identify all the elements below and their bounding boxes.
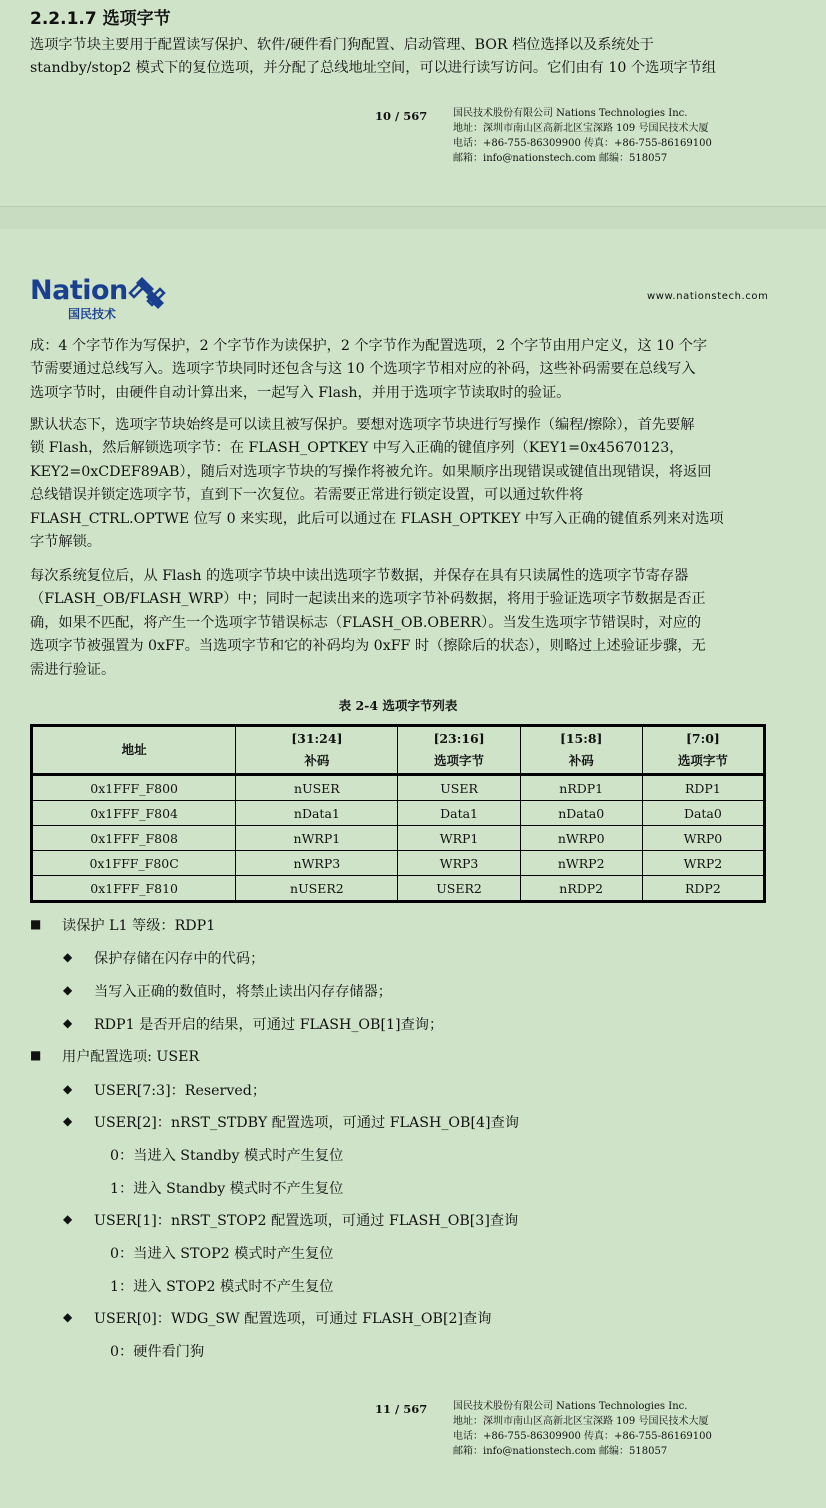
list-item: RDP1 是否开启的结果，可通过 FLASH_OB[1]查询； bbox=[94, 1017, 444, 1033]
text-line: standby/stop2 模式下的复位选项，并分配了总线地址空间，可以进行读写访问。它们由有 10 个选项字节组 bbox=[30, 60, 717, 77]
table-cell: nWRP3 bbox=[236, 851, 398, 876]
table-cell: Data0 bbox=[642, 801, 764, 826]
table-cell: 0x1FFF_F800 bbox=[32, 775, 236, 801]
table-row bbox=[32, 801, 765, 826]
square-bullet-icon: ■ bbox=[30, 1048, 42, 1062]
company-info bbox=[453, 1399, 712, 1459]
logo-text: Nation bbox=[30, 275, 128, 306]
table-cell: nUSER2 bbox=[236, 876, 398, 902]
list-item: 保护存储在闪存中的代码； bbox=[94, 951, 265, 967]
section-heading: 2.2.1.7 选项字节 bbox=[30, 9, 171, 29]
list-subitem: 0：当进入 Standby 模式时产生复位 bbox=[110, 1148, 344, 1164]
text-line: 字节解锁。 bbox=[30, 534, 101, 551]
table-cell: nData1 bbox=[236, 801, 398, 826]
page-footer bbox=[0, 106, 826, 176]
header-label: 补码 bbox=[568, 753, 594, 768]
intro-paragraph bbox=[30, 34, 766, 81]
table-caption: 表 2-4 选项字节列表 bbox=[338, 698, 458, 713]
diamond-bullet-icon: ◆ bbox=[63, 1016, 73, 1030]
page-10 bbox=[0, 0, 826, 206]
table-cell: Data1 bbox=[398, 801, 520, 826]
list-subitem: 1：进入 Standby 模式时不产生复位 bbox=[110, 1181, 344, 1197]
paragraph-2 bbox=[30, 414, 766, 554]
table-cell: 0x1FFF_F804 bbox=[32, 801, 236, 826]
table-cell: nRDP2 bbox=[520, 876, 642, 902]
nation-logo bbox=[30, 275, 170, 323]
text-line: 成：4 个字节作为写保护，2 个字节作为读保护，2 个字节作为配置选项，2 个字节由用户定义，这 10 个字 bbox=[30, 338, 708, 354]
text-line: 选项字节时，由硬件自动计算出来，一起写入 Flash，并用于选项字节读取时的验证。 bbox=[30, 384, 571, 401]
company-name: 国民技术股份有限公司 Nations Technologies Inc. bbox=[453, 108, 688, 119]
text-line: 确，如果不匹配，将产生一个选项字节错误标志（FLASH_OB.OBERR）。当发生选项字节错误时，对应的 bbox=[30, 614, 702, 631]
table-cell: 0x1FFF_F810 bbox=[32, 876, 236, 902]
table-cell: USER bbox=[398, 775, 520, 801]
list-item: USER[7:3]：Reserved； bbox=[94, 1083, 267, 1099]
text-line: 每次系统复位后，从 Flash 的选项字节块中读出选项字节数据，并保存在具有只读属性的选项字节寄存器 bbox=[30, 568, 689, 584]
table-cell: nData0 bbox=[520, 801, 642, 826]
table-row bbox=[32, 851, 765, 876]
table-cell: WRP0 bbox=[642, 826, 764, 851]
header-bits: [7:0] bbox=[685, 731, 720, 746]
logo-subtitle: 国民技术 bbox=[68, 307, 117, 321]
table-header-row bbox=[32, 726, 765, 775]
page-number: 10 / 567 bbox=[375, 109, 428, 123]
list-subitem: 0：硬件看门狗 bbox=[110, 1344, 205, 1360]
square-bullet-icon: ■ bbox=[30, 917, 42, 931]
list-item: USER[2]：nRST_STDBY 配置选项，可通过 FLASH_OB[4]查询 bbox=[94, 1115, 519, 1131]
table-cell: nWRP2 bbox=[520, 851, 642, 876]
table-cell: RDP2 bbox=[642, 876, 764, 902]
list-title-user: 用户配置选项: USER bbox=[62, 1049, 200, 1065]
page-footer bbox=[0, 1399, 826, 1469]
diamond-bullet-icon: ◆ bbox=[63, 983, 73, 997]
text-line: 默认状态下，选项字节块始终是可以读且被写保护。要想对选项字节块进行写操作（编程/擦除），首先要解 bbox=[30, 417, 695, 433]
text-line: 锁 Flash，然后解锁选项字节：在 FLASH_OPTKEY 中写入正确的键值序列（KEY1=0x45670123， bbox=[30, 440, 684, 457]
diamond-bullet-icon: ◆ bbox=[63, 1114, 73, 1128]
list-title-rdp: 读保护 L1 等级：RDP1 bbox=[62, 918, 216, 934]
company-info bbox=[453, 106, 712, 166]
header-address: 地址 bbox=[32, 726, 236, 775]
header-col bbox=[642, 726, 764, 775]
text-line: 选项字节被强置为 0xFF。当选项字节和它的补码均为 0xFF 时（擦除后的状态），则略过上述验证步骤，无 bbox=[30, 638, 706, 655]
table-cell: RDP1 bbox=[642, 775, 764, 801]
table-row bbox=[32, 826, 765, 851]
diamond-bullet-icon: ◆ bbox=[63, 1082, 73, 1096]
page-11 bbox=[0, 229, 826, 1508]
header-bits: [31:24] bbox=[291, 731, 343, 746]
text-line: 选项字节块主要用于配置读写保护、软件/硬件看门狗配置、启动管理、BOR 档位选择以及系统处于 bbox=[30, 37, 654, 53]
option-byte-table bbox=[30, 724, 766, 903]
header-bits: [23:16] bbox=[433, 731, 485, 746]
table-cell: USER2 bbox=[398, 876, 520, 902]
list-subitem: 0：当进入 STOP2 模式时产生复位 bbox=[110, 1246, 334, 1262]
text-line: FLASH_CTRL.OPTWE 位写 0 来实现，此后可以通过在 FLASH_OPTKEY 中写入正确的键值系列来对选项 bbox=[30, 510, 724, 527]
header-label: 选项字节 bbox=[434, 753, 485, 768]
diamond-bullet-icon: ◆ bbox=[63, 1310, 73, 1324]
paragraph-1 bbox=[30, 335, 766, 405]
text-line: KEY2=0xCDEF89AB），随后对选项字节块的写操作将被允许。如果顺序出现错误或键值出现错误，将返回 bbox=[30, 463, 712, 480]
list-item: 当写入正确的数值时，将禁止读出闪存存储器； bbox=[94, 984, 392, 1000]
page-gap bbox=[0, 206, 826, 230]
header-col bbox=[398, 726, 520, 775]
diamond-bullet-icon: ◆ bbox=[63, 1212, 73, 1226]
company-email: 邮箱：info@nationstech.com 邮编：518057 bbox=[453, 153, 668, 164]
table-row bbox=[32, 876, 765, 902]
nation-logo-icon bbox=[128, 275, 166, 311]
header-bits: [15:8] bbox=[559, 731, 603, 746]
table-cell: 0x1FFF_F80C bbox=[32, 851, 236, 876]
table-row bbox=[32, 775, 765, 801]
table-cell: 0x1FFF_F808 bbox=[32, 826, 236, 851]
text-line: （FLASH_OB/FLASH_WRP）中；同时一起读出来的选项字节补码数据，将用于验证选项字节数据是否正 bbox=[30, 591, 706, 608]
table-cell: WRP3 bbox=[398, 851, 520, 876]
header-col bbox=[236, 726, 398, 775]
list-item: USER[1]：nRST_STOP2 配置选项，可通过 FLASH_OB[3]查询 bbox=[94, 1213, 519, 1229]
text-line: 总线错误并锁定选项字节，直到下一次复位。若需要正常进行锁定设置，可以通过软件将 bbox=[30, 487, 584, 504]
header-label: 选项字节 bbox=[677, 753, 728, 768]
table-cell: WRP2 bbox=[642, 851, 764, 876]
company-email: 邮箱：info@nationstech.com 邮编：518057 bbox=[453, 1446, 668, 1457]
table-cell: nUSER bbox=[236, 775, 398, 801]
company-phone: 电话：+86-755-86309900 传真：+86-755-86169100 bbox=[453, 138, 712, 149]
header-col bbox=[520, 726, 642, 775]
text-line: 节需要通过总线写入。选项字节块同时还包含与这 10 个选项字节相对应的补码，这些补码需要在总线写入 bbox=[30, 361, 696, 378]
text-line: 需进行验证。 bbox=[30, 661, 116, 678]
paragraph-3 bbox=[30, 565, 766, 682]
company-address: 地址：深圳市南山区高新北区宝深路 109 号国民技术大厦 bbox=[453, 123, 709, 134]
table-cell: nWRP0 bbox=[520, 826, 642, 851]
page-number: 11 / 567 bbox=[375, 1402, 428, 1416]
table-cell: WRP1 bbox=[398, 826, 520, 851]
table-cell: nRDP1 bbox=[520, 775, 642, 801]
header-label: 补码 bbox=[304, 753, 330, 768]
list-item: USER[0]：WDG_SW 配置选项，可通过 FLASH_OB[2]查询 bbox=[94, 1311, 492, 1327]
table-cell: nWRP1 bbox=[236, 826, 398, 851]
company-name: 国民技术股份有限公司 Nations Technologies Inc. bbox=[453, 1401, 688, 1412]
company-phone: 电话：+86-755-86309900 传真：+86-755-86169100 bbox=[453, 1431, 712, 1442]
company-address: 地址：深圳市南山区高新北区宝深路 109 号国民技术大厦 bbox=[453, 1416, 709, 1427]
list-subitem: 1：进入 STOP2 模式时不产生复位 bbox=[110, 1279, 334, 1295]
website-url: www.nationstech.com bbox=[647, 291, 769, 302]
diamond-bullet-icon: ◆ bbox=[63, 950, 73, 964]
